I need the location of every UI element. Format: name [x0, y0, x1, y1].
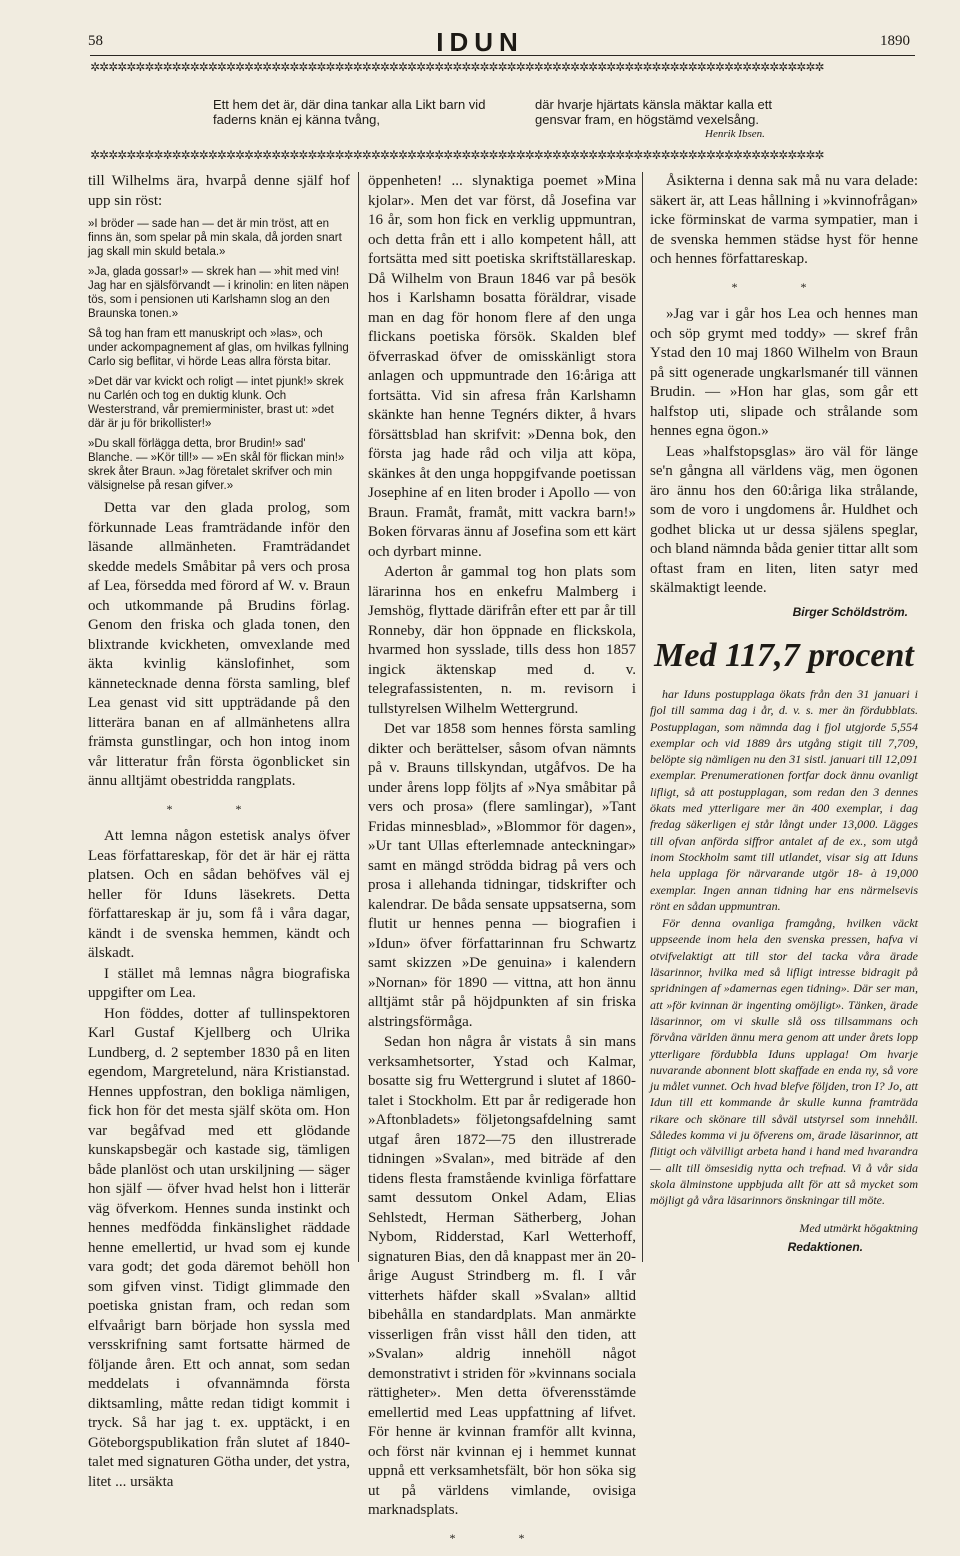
header-rule [90, 55, 915, 56]
paragraph: Hon föddes, dotter af tullinspektoren Karl Gustaf Kjellberg och Ulrika Lundberg, d. 2 september 1830 på en liten egendom, Margretelund, nära Kristianstad. Hennes uppfostran, den bokliga nämligen, fick hon för det mesta själf sköta om. Hon var begåfvad med ett glödande kunskapsbegär och kastade sig, tämligen både planlöst och utan urskiljning — säger hon själf — öfver hvad helst hon i litterär väg öfverkom. Hennes sunda instinkt och hennes medfödda finkänslighet räddade henne emellertid, ur hvad som ej kunde vara godt; det goda däremot behöll hon som gifven vinst. Tidigt glimmade den poetiska gnistan fram, och redan som elfvaårigt barn började hon syssla med versskrifning samt fortsatte härmed de följande åren. Ett och annat, som sedan meddelats i ofvannämnda första diktsamling, måtte redan tidigt kommit i tryck. Så har jag t. ex. upptäckt, i en Göteborgspublikation från slutet af 1840-talet med signaturen Götha under, det ystra, litet ... ursäkta [88, 1005, 350, 1490]
paragraph: Det var 1858 som hennes första samling dikter och berättelser, såsom ofvan nämnts på v. Brauns tillskyndan, utgåfvos. De ha under årens lopp följts af »Nya småbitar på vers och prosa» (flere samlingar), »Tant Fridas minnesblad», »Blommor för dagen», »Ur tant Ullas efterlemnade anteckningar» samt en mängd strödda bidrag på vers och prosa i allehanda tidningar, tidskrifter och kalendrar. De båda sensate uppsatserna, som flutit ur hennes penna — biografien i »Idun» öfver författarinnan fru Schwartz samt skizzen »De genuina» i kalendern »Nornan» för 1890 — vittna, att hon ännu alltjämt står på höjdpunkten af sin friska alstringsförmåga. [368, 721, 636, 1030]
verse: »Ja, glada gossar!» — skrek han — »hit med vin! Jag har en själsförvandt — i krinolin: en liten näpen tös, som i pensionen uti Karlshamn slog an den Braunska tonen.» [88, 266, 349, 320]
paragraph: Leas »halfstopsglas» äro väl för länge se'n gångna all världens väg, men ögonen äro ännu hos den 60:åriga lika strålande, som de voro i ungdomens år. Huldhet och godhet blicka ut ur dessa själens speglar, och bland nämnda båda genier tittar allt som oftast fram en liten, liten satyr med skälmaktigt leende. [650, 443, 918, 596]
section-separator: * * [166, 801, 272, 816]
page-number: 58 [88, 33, 103, 49]
paragraph: Åsikterna i denna sak må nu vara delade: säkert är, att Leas hållning i »kvinnofrågan» icke förminskat de varma sympatier, man i de svenska hemmen städse hyst för henne och hennes författareskap. [650, 173, 918, 267]
page-header [50, 25, 910, 65]
paragraph: öppenheten! ... slynaktiga poemet »Mina kjolar». Men det var först, då Josefina var 16 år, som hon fick en verklig uppmuntran, och detta från ett i allo kompetent håll, att fortsätta med sitt poetiska skriftställareskap. Då Wilhelm von Braun 1846 var på besök hos i Karlshamn bosatta föräldrar, visade man en dag för honom flere af den unga flickans poetiska försök. Skalden blef öfverraskad öfver de omisskänligt stora anlagen och uppmuntrade den 16:åriga att fortsätta. Vid sin afresa från Karlshamn skänkte han henne Tegnérs dikter, å hvars försättsblad han skrifvit: »Denna bok, den första jag hade råd och vilja att köpa, skänkes åt den unga hoppgifvande poetissan Josephine af en liten broder i Apollo — von Braun. Framåt, framåt, mitt vackra barn!» Boken förvaras ännu af Josefina som ett kärt och dyrbart minne. [368, 173, 636, 560]
column-3 [650, 172, 918, 1258]
section-separator: * * [731, 279, 837, 294]
paragraph: Aderton år gammal tog hon plats som lärarinna hos en enkefru Malmberg i Jemshög, flyttade därifrån efter ett par år till Ronneby, där hon öppnade en flickskola, hvarmed hon sysslade, tills dess hon 1857 ingick äktenskap med d. v. telegrafassistenten, n. m. revisorn i tullstyrelsen Wilhelm Wettergrund. [368, 564, 636, 717]
paragraph: För denna ovanliga framgång, hvilken väckt uppseende inom hela den svenska pressen, hafva vi otvifvelaktigt att till stor del tacka våra ärade läsarinnor, hvilka med så lifligt intresse bidragit på spridningen af »damernas egen tidning». Där ser man, att »för kvinnan är ingenting omöjligt». Tänken, ärade läsarinnor, om vi skulle slå oss tillsammans och förvåna världen ännu mera genom att under årets lopp ytterligare fördubbla Iduns upplaga! Om hvarje nuvarande abonnent blott skaffade en enda ny, så vore ju målet vunnet. Och hvad blefve följden, tron I? Jo, att Idun till ett kommande år skulle kunna framträda rikare och skönare till såväl utstyrsel som innehåll. Således komma vi ju öfverens om, ärade läsarinnor, att flitigt och välvilligt arbeta hand i hand med hvarandra — allt till ömsesidig nytta och trefnad. Vi å vår sida skola älminstone uppbjuda allt för att så mycket som möjligt gå våra läsarinnors önskningar till möte. [650, 916, 918, 1208]
publication-title: IDUN [436, 27, 524, 57]
closing-line: Med utmärkt högaktning [799, 1220, 918, 1235]
issue-year: 1890 [880, 33, 910, 49]
paragraph: Sedan hon några år vistats å sin mans verksamhetsorter, Ystad och Kalmar, bosatte sig fru Wettergrund i slutet af 1860-talet i Stockholm. Ett par år redigerade hon »Aftonbladets» följetongsafdelning samt utgaf åren 1872—75 den illustrerade tidningen »Svalan», med biträde af den tidens flesta framstående kvinliga författare samt dessutom Onkel Adam, Elias Sehlstedt, Herman Sätherberg, Johan Nybom, Ridderstad, Karl Wetterhoff, signaturen Bias, den då knappast mer än 20-årige August Strindberg m. fl. I vår vitterhets häfder skall »Svalan» alltid bibehålla en standardplats. Man anmärkte visserligen från visst håll den tiden, att »Svalan» aldrig innehöll något demonstrativt i striden för »kvinnans sociala rättigheter». Men detta öfverensstämde emellertid med Leas uppfattning af lifvet. För henne är kvinnan framför allt kvinna, och först när kvinnan ej i hemmet kunnat uppnå ett verksamhetsfält, bör hon söka sig ut på världens vimlande, ovisiga marknadsplats. [368, 1034, 636, 1518]
ornament-border-top: ✲✲✲✲✲✲✲✲✲✲✲✲✲✲✲✲✲✲✲✲✲✲✲✲✲✲✲✲✲✲✲✲✲✲✲✲✲✲✲✲✲✲✲✲✲✲✲✲✲✲✲✲✲✲✲✲✲✲✲✲✲✲✲✲✲✲✲✲✲✲✲✲✲✲✲✲✲✲✲✲✲ [90, 62, 824, 72]
verse: Så tog han fram ett manuskript och »las», och under ackompagnement af glas, om hvilkas fyllning Carlo sig beflitar, vi hörde Leas allra första bitar. [88, 328, 349, 368]
paragraph: Att lemna någon estetisk analys öfver Leas författareskap, för det är här ej rätta platsen. Och en sådan behöfves väl ej heller för Iduns läsekrets. Detta författareskap är ju, som få i våra dagar, kändt i de svenska hemmen, kändt och älskadt. [88, 828, 350, 961]
paragraph: I stället må lemnas några biografiska uppgifter om Lea. [88, 965, 350, 1001]
epigraph-attribution: Henrik Ibsen. [705, 128, 765, 140]
verse: »Det där var kvickt och roligt — intet pjunk!» skrek nu Carlén och tog en duktig klunk. Och Westerstrand, vår premierminister, brast ut: »det där är ju för brikollister!» [88, 376, 344, 430]
epigraph-right: där hvarje hjärtats känsla mäktar kalla ett gensvar fram, en högstämd vexelsång. [535, 97, 772, 127]
paragraph: till Wilhelms ära, hvarpå denne själf hof upp sin röst: [88, 173, 350, 209]
column-2 [368, 172, 636, 1556]
epigraph-left: Ett hem det är, där dina tankar alla Likt barn vid faderns knän ej känna tvång, [213, 97, 486, 127]
column-1 [88, 172, 350, 1493]
verse: »I bröder — sade han — det är min tröst, att en finns än, som spelar på min skala, då jorden snart jag skall min skuld betala.» [88, 218, 342, 258]
paragraph: »Jag var i går hos Lea och hennes man och söp grymt med toddy» — skref från Ystad den 10 maj 1860 Wilhelm von Braun på sitt ogenerade ungkarlsmanér till vännen Brudin. — »Hon har glas, som går ett halfstop uti, slipade och strålande som hennes egna ögon.» [650, 306, 918, 439]
paragraph: Detta var den glada prolog, som förkunnade Leas framträdande inför den läsande allmänheten. Framträdandet skedde medels Småbitar på vers och prosa af Lea, försedda med förord af W. v. Braun och utkommande på Brudins förlag. Genom den friska och glada tonen, den blixtrande kvickheten, omvexlande med äkta kvinlig känslofinhet, som kännetecknade denna första samling, blef Lea genast vid sitt uppträdande på den litterära banan en af allmänhetens allra främsta gunstlingar, och hon intog inom vår litteratur från första ögonblicket sin ännu alltjämt obestridda rangplats. [88, 500, 350, 789]
ornament-border-bottom: ✲✲✲✲✲✲✲✲✲✲✲✲✲✲✲✲✲✲✲✲✲✲✲✲✲✲✲✲✲✲✲✲✲✲✲✲✲✲✲✲✲✲✲✲✲✲✲✲✲✲✲✲✲✲✲✲✲✲✲✲✲✲✲✲✲✲✲✲✲✲✲✲✲✲✲✲✲✲✲✲✲ [90, 150, 824, 160]
notice-title: Med 117,7 procent [654, 637, 914, 674]
author-signature: Birger Schöldström. [792, 604, 908, 619]
verse: »Du skall förlägga detta, bror Brudin!» sad' Blanche. — »Kör till!» — »En skål för flickan min!» skrek åter Braun. »Jag företalet skrifver och min välsignelse på resan gifver.» [88, 438, 345, 492]
column-divider [358, 172, 359, 1262]
paragraph: har Iduns postupplaga ökats från den 31 januari i fjol till samma dag i år, d. v. s. mer än fördubblats. Postupplagan, som nämnda dag i fjol utgjorde 5,554 exemplar och vid 1889 års utgång stigit till 7,709, belöpte sig nämligen nu den 31 sistl. januari till 12,091 exemplar. Prenumerationen fortfar dock ännu ovanligt lifligt, så att postupplagan, som redan den 3 dennes ökats med ytterligare mer än 400 exemplar, i dag fredag säkerligen ej står långt under 13,000. Lägges till ofvan anförda siffror antalet af de ex., som utgå inom Stockholm samt till utlandet, visar sig att Iduns hela upplaga för närvarande utgör 18- à 19,000 exemplar. Ingen annan tidning har ens närmelsevis rönt en sådan uppmuntran. [650, 687, 918, 913]
section-separator: * * [449, 1530, 555, 1545]
circulation-notice [650, 686, 918, 1209]
editorial-signature: Redaktionen. [787, 1240, 863, 1254]
column-divider [642, 172, 643, 1262]
